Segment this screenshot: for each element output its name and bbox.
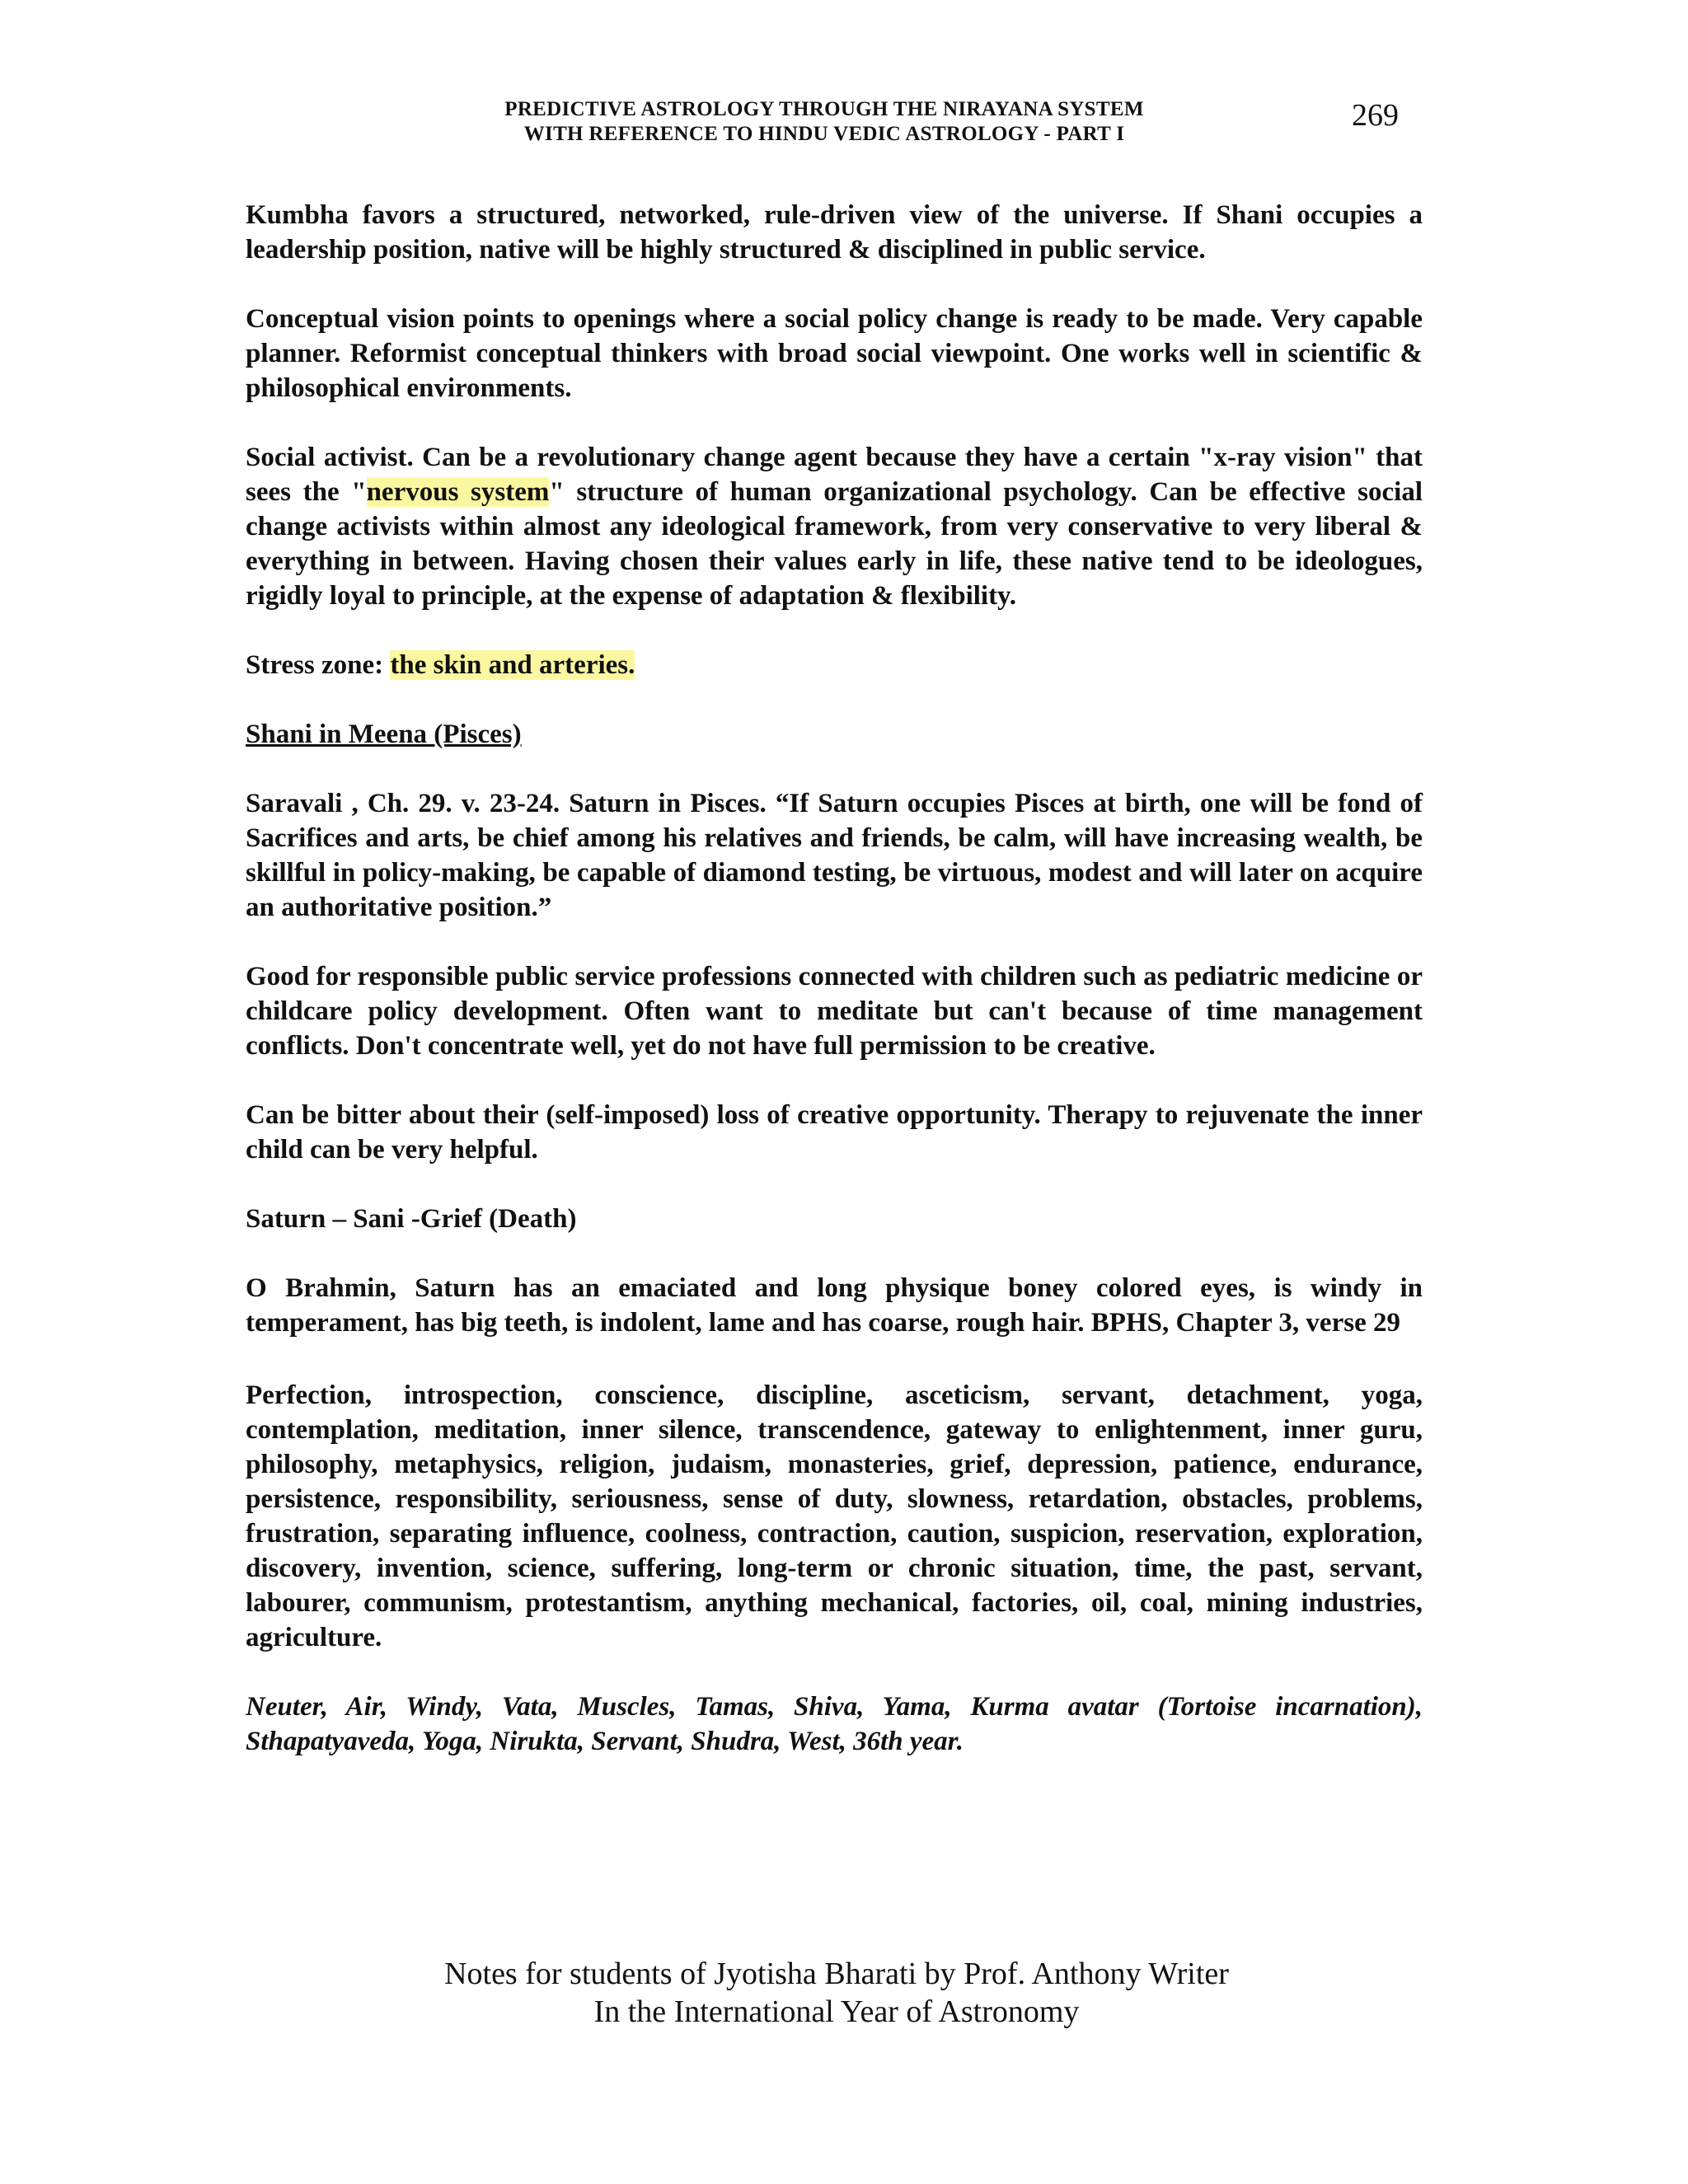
- footer-line-2: In the International Year of Astronomy: [593, 1994, 1080, 2029]
- stress-zone-label: Stress zone:: [246, 650, 391, 680]
- paragraph-stress-zone: [246, 648, 1423, 682]
- paragraph-saturn-keywords: Perfection, introspection, conscience, discipline, asceticism, servant, detachment, yoga, contemplation, meditation, inner silence, transcendence, gateway to enlightenment, inner guru, philosophy, metaphysics, religion, judaism, monasteries, grief, depression, patience, endurance, persistence, responsibility, seriousness, sense of duty, slowness, retardation, obstacles, problems, frustration, separating influence, coolness, contraction, caution, suspicion, reservation, exploration, discovery, invention, science, suffering, long-term or chronic situation, time, the past, servant, labourer, communism, protestantism, anything mechanical, factories, oil, coal, mining industries, agriculture.: [246, 1380, 1423, 1652]
- social-activist-text-end: " structure of human organizational psychology. Can be effective social change activists within almost any ideological framework, from very conservative to very liberal & everything in between. Having chosen their values early in life, these native tend to be ideologues, rigidly loyal to principle, at the expense of adaptation & flexibility.: [246, 477, 1423, 611]
- page-number: 269: [1352, 98, 1399, 133]
- running-header-line-2: WITH REFERENCE TO HINDU VEDIC ASTROLOGY - PART I: [523, 123, 1125, 145]
- highlighted-skin-arteries: the skin and arteries.: [390, 650, 635, 680]
- social-activist-text-start: Social activist. Can be a revolutionary change agent because they have a certain "x-ray vision" that sees the ": [246, 443, 1423, 507]
- body-text: [246, 198, 1423, 1793]
- paragraph-bphs-quote: O Brahmin, Saturn has an emaciated and long physique boney colored eyes, is windy in temperament, has big teeth, is indolent, lame and has coarse, rough hair. BPHS, Chapter 3, verse 29: [246, 1273, 1423, 1338]
- paragraph-conceptual-vision: Conceptual vision points to openings where a social policy change is ready to be made. Very capable planner. Reformist conceptual thinkers with broad social viewpoint. One works well in scientific & philosophical environments.: [246, 304, 1423, 403]
- paragraph-saturn-attributes: Neuter, Air, Windy, Vata, Muscles, Tamas, Shiva, Yama, Kurma avatar (Tortoise incarnation), Sthapatyaveda, Yoga, Nirukta, Servant, Shudra, West, 36th year.: [246, 1692, 1423, 1756]
- paragraph-kumbha: Kumbha favors a structured, networked, rule-driven view of the universe. If Shani occupies a leadership position, native will be highly structured & disciplined in public service.: [246, 200, 1423, 265]
- paragraph-bitter-creative: Can be bitter about their (self-imposed) loss of creative opportunity. Therapy to rejuvenate the inner child can be very helpful.: [246, 1100, 1423, 1165]
- section-heading-shani-in-meena: Shani in Meena (Pisces): [246, 719, 522, 749]
- running-header-line-1: PREDICTIVE ASTROLOGY THROUGH THE NIRAYANA SYSTEM: [504, 98, 1144, 120]
- paragraph-saturn-grief: Saturn – Sani -Grief (Death): [246, 1204, 577, 1234]
- running-header: [330, 97, 1319, 147]
- paragraph-social-activist: [246, 440, 1423, 613]
- paragraph-public-service: Good for responsible public service professions connected with children such as pediatric medicine or childcare policy development. Often want to meditate but can't because of time management conflicts. Don't concentrate well, yet do not have full permission to be creative.: [246, 962, 1423, 1061]
- footer-line-1: Notes for students of Jyotisha Bharati by Prof. Anthony Writer: [444, 1957, 1229, 1991]
- paragraph-saravali-quote: Saravali , Ch. 29. v. 23-24. Saturn in Pisces. “If Saturn occupies Pisces at birth, one will be fond of Sacrifices and arts, be chief among his relatives and friends, be calm, will have increasing wealth, be skillful in policy-making, be capable of diamond testing, be virtuous, modest and will later on acquire an authoritative position.”: [246, 789, 1423, 922]
- highlighted-nervous-system: nervous system: [366, 477, 550, 507]
- page-footer: [247, 1955, 1426, 2031]
